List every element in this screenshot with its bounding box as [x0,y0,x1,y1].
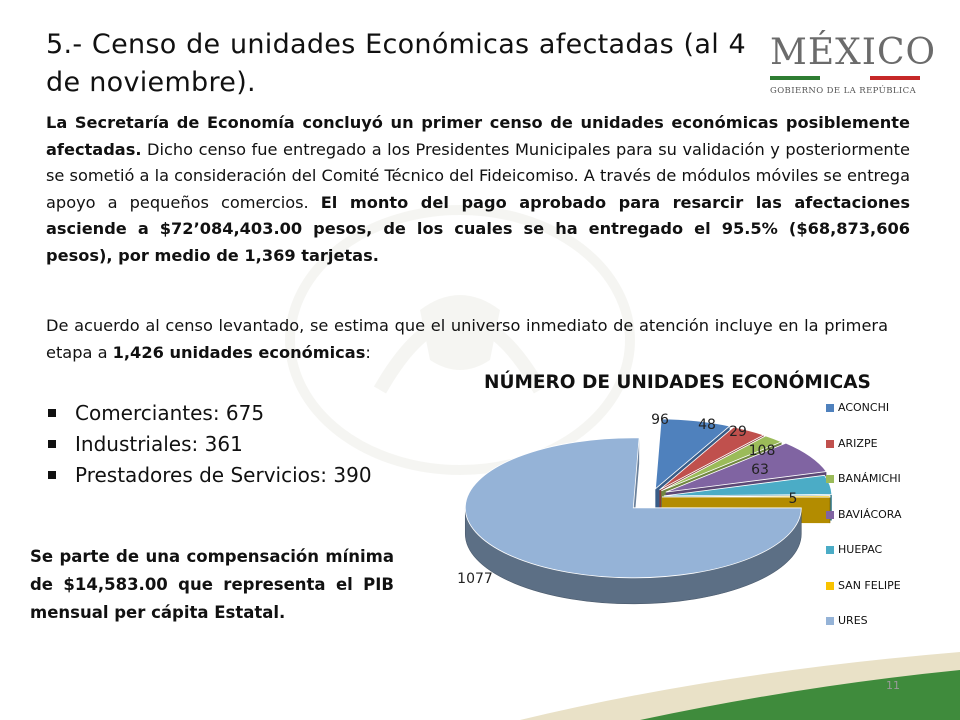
pie-data-label: 5 [788,491,798,507]
pie-data-label: 29 [729,424,747,440]
legend-label: URES [838,614,868,627]
universe-text: De acuerdo al censo levantado, se estima que el universo inmediato de atención incluye en la primera etapa a [46,316,888,362]
payment-amount-text: El monto del pago aprobado para resarcir las afectaciones asciende a $72’084,403.00 pesos, de los cuales se ha entregado el 95.5% ($68,873,606 pesos), por medio de 1,369 tarjetas. [46,192,910,265]
legend-label: SAN FELIPE [838,578,901,592]
chart-title: NÚMERO DE UNIDADES ECONÓMICAS [484,372,871,393]
legend-label: BAVIÁCORA [838,507,902,521]
pie-data-label: 1077 [457,571,493,587]
compensation-note: Se parte de una compensación mínima de $14,583.00 que representa el PIB mensual per cápita Estatal. [30,547,394,622]
logo-wordmark: MÉXICO [770,32,937,73]
legend-label: BANÁMICHI [838,472,901,485]
pie-data-label: 48 [698,417,716,433]
bullet-text: Industriales: 361 [75,432,243,456]
census-bold-intro: La Secretaría de Economía concluyó un primer censo de unidades económicas posiblemente afectadas. [46,113,910,159]
legend-label: HUEPAC [838,543,883,556]
bullet-text: Comerciantes: 675 [75,401,265,425]
units-total-text: 1,426 unidades económicas [112,342,366,362]
pie-data-label: 108 [748,443,776,459]
legend-label: ARIZPE [838,436,878,450]
pie-data-label: 63 [751,462,769,478]
legend-label: ACONCHI [838,401,890,414]
census-body-text: Dicho censo fue entregado a los Presidentes Municipales para su validación y posteriormente se sometió a la consideración del Comité Técnico del Fideicomiso. A través de módulos móviles se entrega apoyo a pequeños comercios. [46,139,910,212]
pie-data-label: 96 [651,412,669,428]
page-number: 11 [886,679,900,692]
slide-title: 5.- Censo de unidades Económicas afectadas (al 4 de noviembre). [46,29,746,98]
bullet-text: Prestadores de Servicios: 390 [75,463,372,487]
universe-suffix: : [365,342,371,362]
logo-subtitle: GOBIERNO DE LA REPÚBLICA [770,86,917,96]
